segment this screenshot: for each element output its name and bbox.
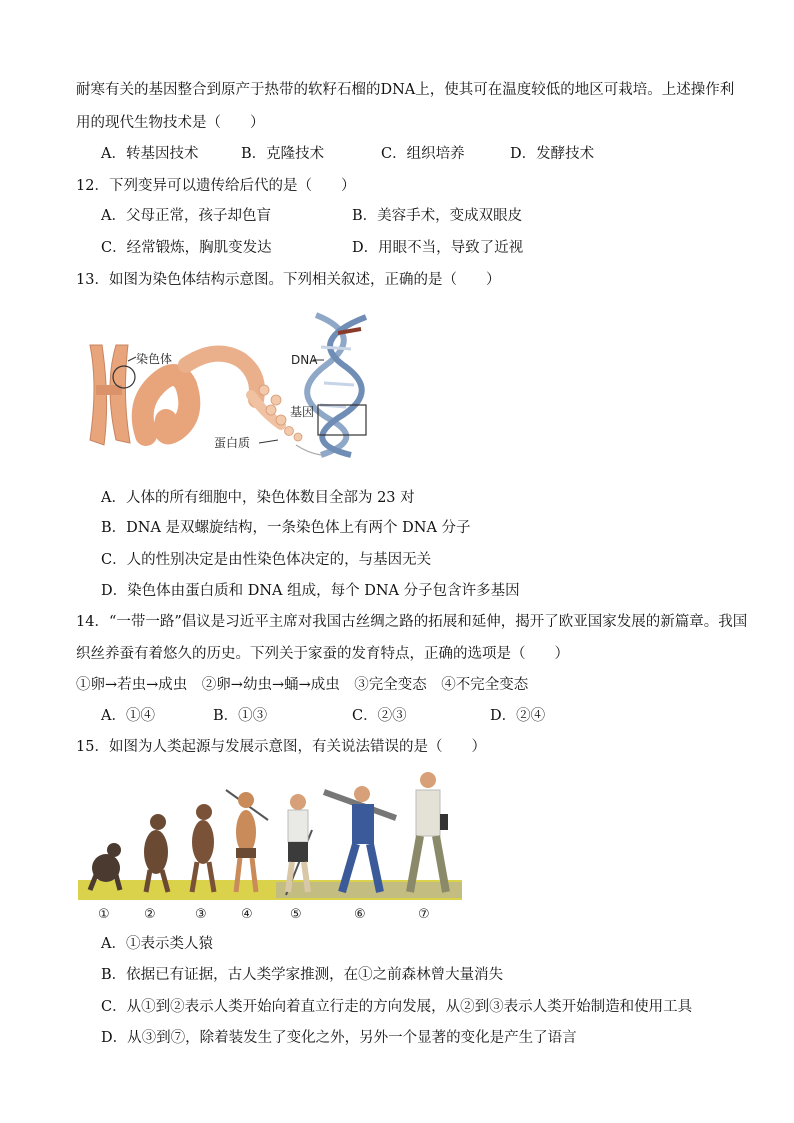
figure-4-early-human	[226, 790, 268, 892]
q12-option-b[interactable]: B．美容手术，变成双眼皮	[352, 208, 523, 224]
q14-option-d[interactable]: D．②④	[490, 708, 546, 724]
q11-option-b[interactable]: B．克隆技术	[241, 146, 325, 162]
label-chromosome: 染色体	[136, 352, 173, 366]
figure-number-2: ②	[144, 907, 156, 922]
q15-stem: 15．如图为人类起源与发展示意图，有关说法错误的是（ ）	[76, 739, 486, 755]
q11-text-line1: 耐寒有关的基因整合到原产于热带的软籽石榴的DNA上，使其可在温度较低的地区可栽培。上述操作利	[76, 82, 735, 98]
figure-number-7: ⑦	[418, 907, 430, 922]
q11-option-a[interactable]: A．转基因技术	[101, 146, 199, 162]
figure-number-4: ④	[241, 907, 253, 922]
q14-text-line3: ①卵→若虫→成虫 ②卵→幼虫→蛹→成虫 ③完全变态 ④不完全变态	[76, 677, 529, 693]
q11-text-line2: 用的现代生物技术是（ ）	[76, 115, 265, 131]
figure-7-modern-human	[410, 772, 448, 892]
human-evolution-figure	[76, 770, 466, 925]
q12-option-d[interactable]: D．用眼不当，导致了近视	[352, 240, 524, 256]
q12-option-a[interactable]: A．父母正常，孩子却色盲	[101, 208, 271, 224]
figure-5-farmer	[286, 794, 312, 895]
q15-option-b[interactable]: B．依据已有证据，古人类学家推测，在①之前森林曾大量消失	[101, 967, 504, 983]
q13-stem: 13．如图为染色体结构示意图。下列相关叙述，正确的是（ ）	[76, 272, 501, 288]
q12-stem: 12．下列变异可以遗传给后代的是（ ）	[76, 178, 356, 194]
q14-option-c[interactable]: C．②③	[352, 708, 407, 724]
label-dna: DNA	[291, 353, 318, 367]
q14-text-line2: 织丝养蚕有着悠久的历史。下列关于家蚕的发育特点，正确的选项是（ ）	[76, 646, 569, 662]
figure-6-worker	[324, 786, 396, 892]
q15-option-d[interactable]: D．从③到⑦，除着装发生了变化之外，另外一个显著的变化是产生了语言	[101, 1030, 577, 1046]
q14-option-a[interactable]: A．①④	[101, 708, 155, 724]
chromosome-x-shape	[90, 345, 130, 445]
figure-number-3: ③	[195, 907, 207, 922]
label-gene: 基因	[290, 405, 315, 419]
q15-option-a[interactable]: A．①表示类人猿	[101, 936, 213, 952]
chromosome-structure-figure	[76, 305, 386, 465]
q11-option-d[interactable]: D．发酵技术	[510, 146, 595, 162]
figure-3-hominid	[192, 804, 214, 892]
q15-option-c[interactable]: C．从①到②表示人类开始向着直立行走的方向发展，从②到③表示人类开始制造和使用工具	[101, 999, 693, 1015]
q14-text-line1: 14．“一带一路”倡议是习近平主席对我国古丝绸之路的拓展和延伸，揭开了欧亚国家发展的新篇章。我国	[76, 614, 748, 630]
q14-option-b[interactable]: B．①③	[213, 708, 268, 724]
q12-option-c[interactable]: C．经常锻炼，胸肌变发达	[101, 240, 272, 256]
q13-option-d[interactable]: D．染色体由蛋白质和 DNA 组成，每个 DNA 分子包含许多基因	[101, 583, 520, 599]
figure-number-1: ①	[98, 907, 110, 922]
q13-option-c[interactable]: C．人的性别决定是由性染色体决定的，与基因无关	[101, 552, 432, 568]
q11-option-c[interactable]: C．组织培养	[381, 146, 465, 162]
label-protein: 蛋白质	[214, 436, 251, 450]
q13-option-b[interactable]: B．DNA 是双螺旋结构，一条染色体上有两个 DNA 分子	[101, 520, 471, 536]
figure-number-5: ⑤	[290, 907, 302, 922]
dna-double-helix	[296, 315, 366, 455]
figure-number-6: ⑥	[354, 907, 366, 922]
q13-option-a[interactable]: A．人体的所有细胞中，染色体数目全部为 23 对	[101, 490, 415, 506]
